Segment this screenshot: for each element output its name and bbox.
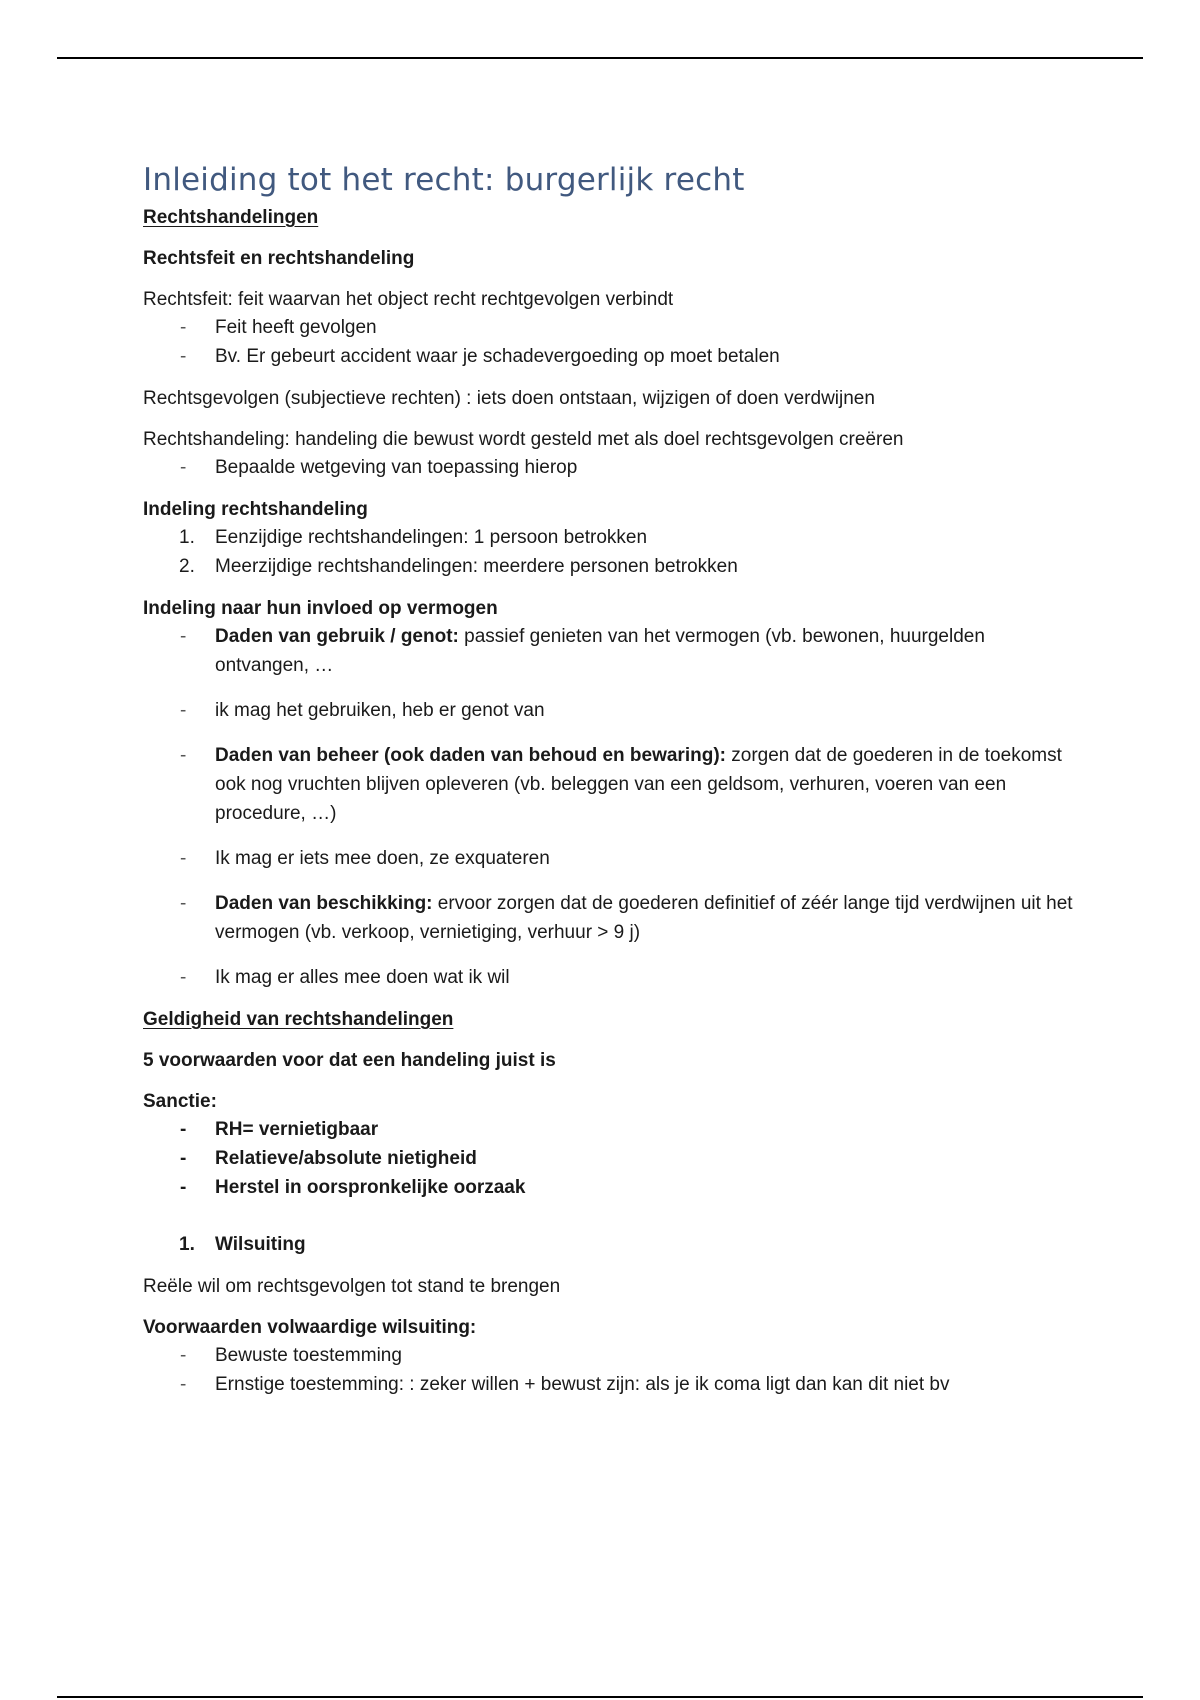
- document-title: Inleiding tot het recht: burgerlijk recht: [143, 162, 745, 198]
- document-page: [143, 160, 1073, 1399]
- bullet-list-rechtshandeling: [143, 453, 1073, 482]
- list-item: - Bewuste toestemming: [143, 1341, 1073, 1370]
- list-item: - Ik mag er alles mee doen wat ik wil: [143, 963, 1073, 992]
- paragraph-rechtsgevolgen: Rechtsgevolgen (subjectieve rechten) : iets doen ontstaan, wijzigen of doen verdwijnen: [143, 388, 875, 409]
- section-heading-geldigheid: Geldigheid van rechtshandelingen: [143, 1009, 454, 1030]
- subheading-voorwaarden: 5 voorwaarden voor dat een handeling juist is: [143, 1050, 556, 1071]
- bottom-rule: [57, 1696, 1143, 1698]
- numbered-list-wilsuiting: [143, 1230, 1073, 1259]
- paragraph-rechtshandeling: Rechtshandeling: handeling die bewust wordt gesteld met als doel rechtsgevolgen creëren: [143, 429, 904, 450]
- subheading-volwaardige-wilsuiting: Voorwaarden volwaardige wilsuiting:: [143, 1317, 477, 1338]
- bullet-dash: -: [180, 848, 187, 869]
- list-item: 2. Meerzijdige rechtshandelingen: meerdere personen betrokken: [179, 556, 738, 577]
- list-item: - Daden van beschikking: ervoor zorgen dat de goederen definitief of zéér lange tijd verdwijnen uit het vermogen (vb. verkoop, vernietiging, verhuur > 9 j): [143, 889, 1073, 947]
- bullet-dash: -: [180, 346, 187, 367]
- bullet-list-rechtsfeit: [143, 313, 1073, 371]
- bullet-dash: -: [180, 457, 187, 478]
- list-item: - Daden van gebruik / genot: passief genieten van het vermogen (vb. bewonen, huurgelden ontvangen, …: [143, 622, 1073, 680]
- bullet-dash: -: [180, 1177, 187, 1198]
- subheading-indeling: Indeling rechtshandeling: [143, 499, 368, 520]
- list-item: 1. Wilsuiting: [179, 1234, 306, 1255]
- bullet-list-sanctie: [143, 1115, 1073, 1202]
- list-item: - ik mag het gebruiken, heb er genot van: [143, 696, 1073, 725]
- numbered-list-indeling: [143, 523, 1073, 581]
- bullet-dash: -: [180, 1119, 187, 1140]
- subheading-rechtsfeit: Rechtsfeit en rechtshandeling: [143, 248, 415, 269]
- bullet-dash: -: [180, 1345, 187, 1366]
- bullet-dash: -: [180, 967, 187, 988]
- bullet-dash: -: [180, 893, 187, 914]
- list-item: - Feit heeft gevolgen: [143, 313, 1073, 342]
- top-rule: [57, 57, 1143, 59]
- bullet-dash: -: [180, 700, 187, 721]
- list-item: 1. Eenzijdige rechtshandelingen: 1 persoon betrokken: [179, 527, 648, 548]
- list-item: - Ik mag er iets mee doen, ze exquateren: [143, 844, 1073, 873]
- bullet-dash: -: [180, 1374, 187, 1395]
- bullet-dash: -: [180, 626, 187, 647]
- list-item: - Herstel in oorspronkelijke oorzaak: [143, 1173, 1073, 1202]
- list-item: - Bepaalde wetgeving van toepassing hierop: [143, 453, 1073, 482]
- list-item: - Bv. Er gebeurt accident waar je schadevergoeding op moet betalen: [143, 342, 1073, 371]
- list-item: - RH= vernietigbaar: [143, 1115, 1073, 1144]
- bullet-dash: -: [180, 745, 187, 766]
- bullet-dash: -: [180, 317, 187, 338]
- list-item: - Daden van beheer (ook daden van behoud en bewaring): zorgen dat de goederen in de toekomst ook nog vruchten blijven opleveren (vb. beleggen van een geldsom, verhuren, voeren van een procedure, …): [143, 741, 1073, 828]
- list-item: - Ernstige toestemming: : zeker willen + bewust zijn: als je ik coma ligt dan kan dit niet bv: [143, 1370, 1073, 1399]
- bullet-dash: -: [180, 1148, 187, 1169]
- label-sanctie: Sanctie:: [143, 1091, 217, 1112]
- bullet-list-vermogen: [143, 622, 1073, 992]
- section-heading-rechtshandelingen: Rechtshandelingen: [143, 207, 319, 228]
- paragraph-wil: Reële wil om rechtsgevolgen tot stand te brengen: [143, 1276, 561, 1297]
- list-item: - Relatieve/absolute nietigheid: [143, 1144, 1073, 1173]
- bullet-list-wilsuiting: [143, 1341, 1073, 1399]
- paragraph-rechtsfeit: Rechtsfeit: feit waarvan het object recht rechtgevolgen verbindt: [143, 289, 674, 310]
- subheading-vermogen: Indeling naar hun invloed op vermogen: [143, 598, 498, 619]
